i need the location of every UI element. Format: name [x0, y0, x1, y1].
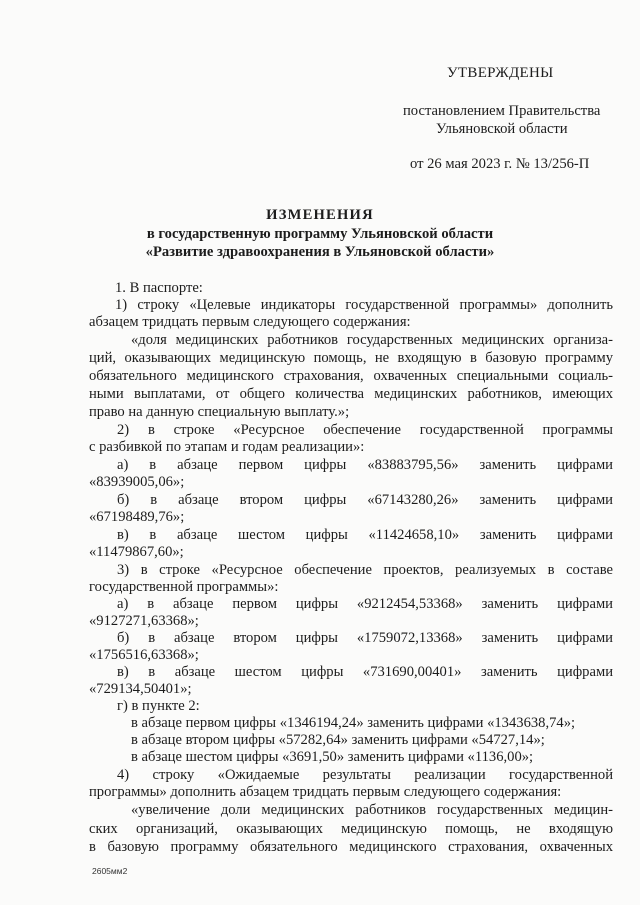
approval-region: Ульяновской области — [436, 121, 568, 137]
body-line: в базовую программу обязательного медицинского страхования, охваченных — [89, 839, 613, 855]
document-title: ИЗМЕНЕНИЯ — [266, 207, 374, 223]
body-line: «11479867,60»; — [89, 544, 184, 560]
body-line: б) в абзаце втором цифры «67143280,26» заменить цифрами — [117, 492, 613, 508]
body-line: в) в абзаце шестом цифры «11424658,10» заменить цифрами — [117, 527, 613, 543]
body-line: ными выплатами, от общего количества медицинских работников, имеющих — [89, 386, 613, 402]
body-line: 3) в строке «Ресурсное обеспечение проектов, реализуемых в составе — [117, 562, 613, 578]
body-line: 4) строку «Ожидаемые результаты реализации государственной — [117, 767, 613, 783]
body-line: а) в абзаце первом цифры «9212454,53368» заменить цифрами — [117, 596, 613, 612]
document-subtitle-line-2: «Развитие здравоохранения в Ульяновской области» — [145, 244, 495, 260]
footer-code: 2605мм2 — [92, 866, 128, 876]
body-line: «729134,50401»; — [89, 681, 192, 697]
body-line: с разбивкой по этапам и годам реализации»: — [89, 439, 365, 455]
approval-stamp: УТВЕРЖДЕНЫ — [447, 65, 554, 81]
body-line: «9127271,63368»; — [89, 613, 199, 629]
body-line: в абзаце первом цифры «1346194,24» заменить цифрами «1343638,74»; — [131, 715, 576, 731]
body-line: «1756516,63368»; — [89, 647, 199, 663]
body-line: 1. В паспорте: — [115, 280, 203, 296]
body-line: 1) строку «Целевые индикаторы государственной программы» дополнить — [115, 297, 613, 313]
body-line: а) в абзаце первом цифры «83883795,56» заменить цифрами — [117, 457, 613, 473]
body-line: б) в абзаце втором цифры «1759072,13368» заменить цифрами — [117, 630, 613, 646]
body-line: ций, оказывающих медицинскую помощь, не входящую в базовую программу — [89, 350, 613, 366]
body-line: «83939005,06»; — [89, 474, 185, 490]
document-subtitle-line-1: в государственную программу Ульяновской области — [146, 226, 494, 242]
body-line: г) в пункте 2: — [117, 698, 200, 714]
approval-date-number: от 26 мая 2023 г. № 13/256-П — [410, 156, 590, 172]
body-line: «доля медицинских работников государственных медицинских организа- — [131, 332, 613, 348]
body-line: «увеличение доли медицинских работников государственных медицин- — [131, 802, 613, 818]
body-line: право на данную специальную выплату.»; — [89, 404, 350, 420]
body-line: ских организаций, оказывающих медицинскую помощь, не входящую — [89, 821, 613, 837]
body-line: абзацем тридцать первым следующего содержания: — [89, 314, 411, 330]
body-line: в абзаце втором цифры «57282,64» заменить цифрами «54727,14»; — [131, 732, 545, 748]
body-line: «67198489,76»; — [89, 509, 185, 525]
body-line: 2) в строке «Ресурсное обеспечение государственной программы — [117, 422, 613, 438]
approval-resolution: постановлением Правительства — [403, 103, 601, 119]
body-line: государственной программы»: — [89, 579, 279, 595]
body-line: программы» дополнить абзацем тридцать первым следующего содержания: — [89, 784, 562, 800]
body-line: в) в абзаце шестом цифры «731690,00401» заменить цифрами — [117, 664, 613, 680]
body-line: в абзаце шестом цифры «3691,50» заменить цифрами «1136,00»; — [131, 749, 534, 765]
body-line: обязательного медицинского страхования, охваченных специальными социаль- — [89, 368, 613, 384]
